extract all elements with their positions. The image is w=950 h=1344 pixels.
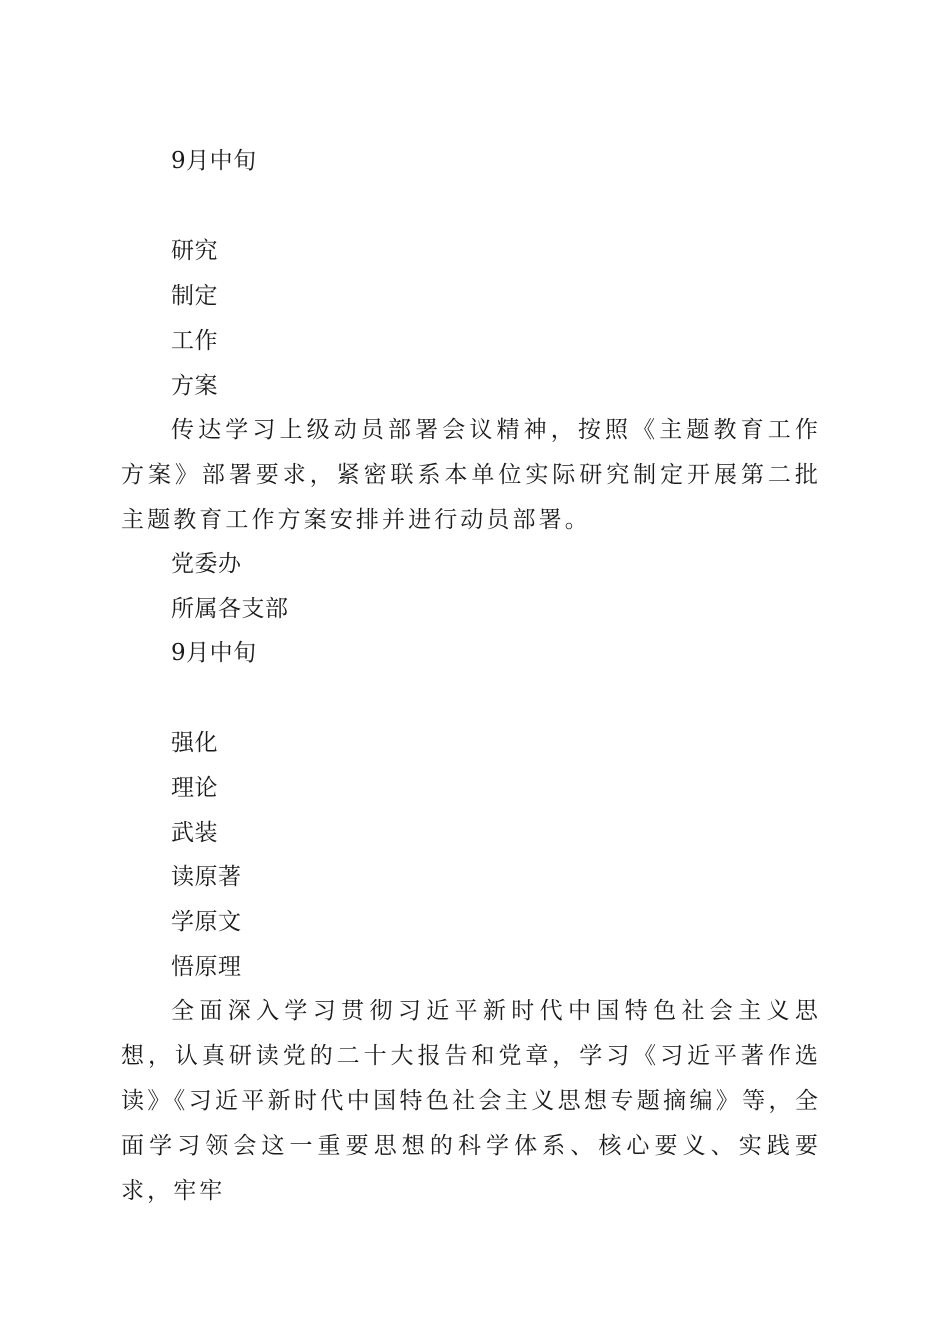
time-label: 9月中旬 (171, 148, 257, 174)
time-label: 9月中旬 (171, 640, 257, 666)
task-title-line: 武装 (171, 820, 218, 846)
task-title-line: 理论 (171, 775, 218, 801)
responsible-unit: 党委办 (171, 551, 242, 577)
task-title-line: 方案 (171, 373, 218, 399)
task-title-line: 制定 (171, 283, 218, 309)
task-subtitle-line: 悟原理 (171, 954, 242, 980)
task-subtitle-line: 学原文 (171, 909, 242, 935)
task-title-line: 工作 (171, 328, 218, 354)
task-subtitle-line: 读原著 (171, 864, 242, 890)
task-title-line: 强化 (171, 730, 218, 756)
responsible-unit: 所属各支部 (171, 596, 289, 622)
task-description: 全面深入学习贯彻习近平新时代中国特色社会主义思想，认真研读党的二十大报告和党章，学习《习近平著作选读》《习近平新时代中国特色社会主义思想专题摘编》等，全面学习领会这一重要思想的科学体系、核心要义、实践要求，牢牢 (121, 998, 821, 1204)
task-title-line: 研究 (171, 238, 218, 264)
task-description: 传达学习上级动员部署会议精神，按照《主题教育工作方案》部署要求，紧密联系本单位实际研究制定开展第二批主题教育工作方案安排并进行动员部署。 (121, 417, 821, 533)
